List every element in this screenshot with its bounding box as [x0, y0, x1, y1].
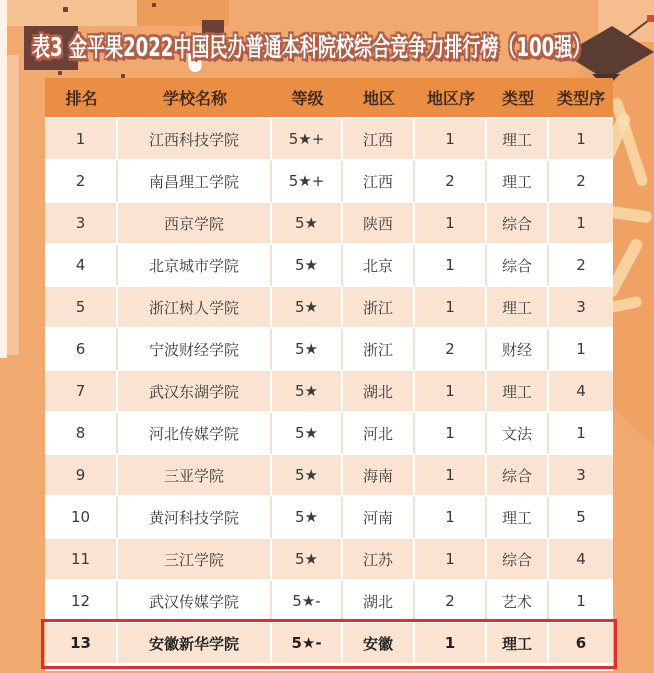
cell-region: 湖北: [343, 581, 415, 623]
cell-type_rank: 1: [549, 413, 613, 455]
cell-rank: 13: [45, 623, 118, 665]
table-row-partial: [45, 665, 613, 671]
table-row: [45, 623, 613, 665]
cell-grade: 5★+: [272, 119, 343, 161]
cell-name: 河北传媒学院: [118, 413, 272, 455]
cell-type_rank: 1: [549, 581, 613, 623]
cell-grade: 5★: [272, 371, 343, 413]
table-row: [45, 203, 613, 245]
cell-name: 浙江树人学院: [118, 287, 272, 329]
cell-region: 河北: [343, 413, 415, 455]
table-row: [45, 119, 613, 161]
column-header-type: 类型: [487, 78, 549, 119]
cell-type_rank: 4: [549, 371, 613, 413]
cell-rank: 1: [45, 119, 118, 161]
cell-type: 理工: [487, 497, 549, 539]
cell-region_rank: 1: [415, 245, 487, 287]
cell-region: 海南: [343, 455, 415, 497]
column-header-region: 地区: [343, 78, 415, 119]
cell-region: 江苏: [343, 539, 415, 581]
light-patch: [7, 0, 137, 26]
cell-region_rank: 1: [415, 287, 487, 329]
cell-grade: 5★-: [272, 581, 343, 623]
cell-type_rank: 2: [549, 245, 613, 287]
left-edge-strip: [0, 0, 7, 358]
table-body: [45, 119, 613, 671]
cell-type: 理工: [487, 161, 549, 203]
cell-type_rank: 1: [549, 203, 613, 245]
cell-region: 陕西: [343, 203, 415, 245]
cell-type_rank: 1: [549, 119, 613, 161]
cell-region_rank: 1: [415, 413, 487, 455]
cell-type_rank: 6: [549, 623, 613, 665]
table-row: [45, 497, 613, 539]
cell-type: 艺术: [487, 581, 549, 623]
cell-type: 理工: [487, 623, 549, 665]
table-row: [45, 329, 613, 371]
cell-rank: 7: [45, 371, 118, 413]
cell-grade: 5★: [272, 455, 343, 497]
cell-region: 安徽: [343, 623, 415, 665]
cell-rank: 3: [45, 203, 118, 245]
cell-region_rank: 2: [415, 161, 487, 203]
table-row: [45, 245, 613, 287]
cell-grade: 5★: [272, 203, 343, 245]
cell-region_rank: 1: [415, 455, 487, 497]
cell-type: 理工: [487, 119, 549, 161]
cell-name: 江西科技学院: [118, 119, 272, 161]
cell-grade: 5★: [272, 539, 343, 581]
table-row: [45, 539, 613, 581]
cell-region_rank: 1: [415, 203, 487, 245]
cell-name: 黄河科技学院: [118, 497, 272, 539]
cell-name: 南昌理工学院: [118, 161, 272, 203]
cell-type: 理工: [487, 371, 549, 413]
cell-name: 三亚学院: [118, 455, 272, 497]
cell-region_rank: 2: [415, 581, 487, 623]
cell-type_rank: 2: [549, 161, 613, 203]
cell-grade: 5★: [272, 287, 343, 329]
column-header-type_rank: 类型序: [549, 78, 613, 119]
cell-region_rank: 2: [415, 329, 487, 371]
cell-rank: 9: [45, 455, 118, 497]
cell-type_rank: 1: [549, 329, 613, 371]
cell-grade: 5★: [272, 329, 343, 371]
left-soft-strip: [7, 55, 19, 355]
cell-region_rank: 1: [415, 539, 487, 581]
cell-rank: 11: [45, 539, 118, 581]
column-header-grade: 等级: [272, 78, 343, 119]
table-row: [45, 371, 613, 413]
cell-name: 宁波财经学院: [118, 329, 272, 371]
cell-type: 综合: [487, 203, 549, 245]
cell-grade: 5★: [272, 245, 343, 287]
cell-grade: 5★+: [272, 161, 343, 203]
cell-name: 北京城市学院: [118, 245, 272, 287]
cell-name: 武汉东湖学院: [118, 371, 272, 413]
dot-accent: [58, 71, 62, 75]
cell-type: 文法: [487, 413, 549, 455]
cell-rank: 6: [45, 329, 118, 371]
cell-rank: 5: [45, 287, 118, 329]
table-header-row: [45, 78, 613, 119]
cell-type_rank: 3: [549, 287, 613, 329]
cell-type_rank: 4: [549, 539, 613, 581]
cell-name: 安徽新华学院: [118, 623, 272, 665]
cell-region_rank: 1: [415, 497, 487, 539]
table-row: [45, 287, 613, 329]
table-row: [45, 455, 613, 497]
cell-region: 湖北: [343, 371, 415, 413]
cell-region: 江西: [343, 119, 415, 161]
cell-region: 河南: [343, 497, 415, 539]
page-title: 表3 金平果2022中国民办普通本科院校综合竞争力排行榜（100强）: [32, 32, 591, 63]
column-header-rank: 排名: [45, 78, 118, 119]
cell-type: 综合: [487, 539, 549, 581]
table-row: [45, 413, 613, 455]
cell-rank: 10: [45, 497, 118, 539]
cell-type_rank: 5: [549, 497, 613, 539]
cell-region_rank: 1: [415, 623, 487, 665]
table-row: [45, 581, 613, 623]
dot-accent: [63, 7, 68, 12]
column-header-region_rank: 地区序: [415, 78, 487, 119]
cell-name: 武汉传媒学院: [118, 581, 272, 623]
ranking-table: [45, 78, 613, 671]
cell-type: 综合: [487, 455, 549, 497]
cell-type: 财经: [487, 329, 549, 371]
cell-region: 北京: [343, 245, 415, 287]
cell-region: 江西: [343, 161, 415, 203]
cell-type: 综合: [487, 245, 549, 287]
cell-type_rank: 3: [549, 455, 613, 497]
table-row: [45, 161, 613, 203]
column-header-name: 学校名称: [118, 78, 272, 119]
cell-name: 三江学院: [118, 539, 272, 581]
cell-region_rank: 1: [415, 119, 487, 161]
cell-rank: 12: [45, 581, 118, 623]
cell-region_rank: 1: [415, 371, 487, 413]
dot-accent: [152, 3, 156, 7]
cell-grade: 5★: [272, 413, 343, 455]
cell-region: 浙江: [343, 287, 415, 329]
cell-rank: 4: [45, 245, 118, 287]
cell-rank: 8: [45, 413, 118, 455]
cell-region: 浙江: [343, 329, 415, 371]
cell-name: 西京学院: [118, 203, 272, 245]
cell-type: 理工: [487, 287, 549, 329]
cell-grade: 5★: [272, 497, 343, 539]
cell-grade: 5★-: [272, 623, 343, 665]
cell-rank: 2: [45, 161, 118, 203]
